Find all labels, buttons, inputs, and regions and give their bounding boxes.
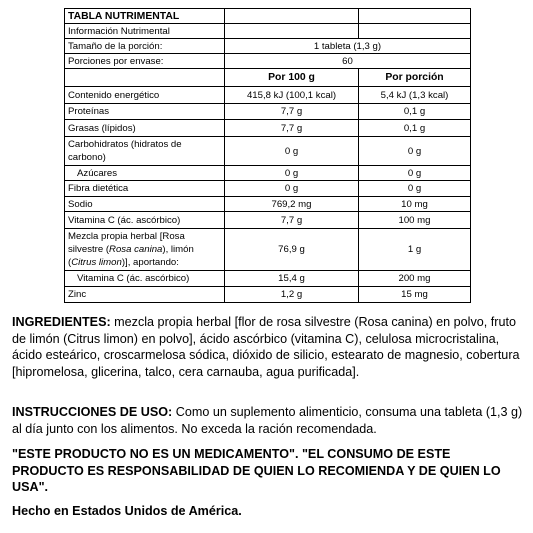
instructions-text: Como un suplemento alimenticio, consuma una tableta (1,3 g) al día junto con los alimentos. No exceda la ración recomendada. bbox=[12, 405, 523, 436]
serving-size-label: Tamaño de la porción: bbox=[65, 39, 225, 54]
herbal-blend-label: Mezcla propia herbal [Rosa silvestre (Rosa canina), limón (Citrus limon)], aportando: bbox=[65, 229, 225, 271]
table-row: Grasas (lípidos) 7,7 g 0,1 g bbox=[65, 120, 471, 137]
warning-text: "ESTE PRODUCTO NO ES UN MEDICAMENTO". "EL CONSUMO DE ESTE PRODUCTO ES RESPONSABILIDAD DE QUIEN LO RECOMIENDA Y DE QUIEN LO USA". bbox=[12, 447, 501, 495]
instructions-paragraph bbox=[12, 404, 524, 437]
nutrition-table bbox=[64, 8, 471, 303]
instructions-label: INSTRUCCIONES DE USO: bbox=[12, 405, 173, 419]
serving-size-value: 1 tableta (1,3 g) bbox=[225, 39, 471, 54]
info-label: Información Nutrimental bbox=[65, 24, 225, 39]
origin-text: Hecho en Estados Unidos de América. bbox=[12, 504, 242, 518]
table-row: Sodio 769,2 mg 10 mg bbox=[65, 197, 471, 212]
table-row: Carbohidratos (hidratos de carbono) 0 g 0 g bbox=[65, 137, 471, 166]
table-row: Mezcla propia herbal [Rosa silvestre (Rosa canina), limón (Citrus limon)], aportando: 76,9 g 1 g bbox=[65, 229, 471, 271]
table-row: Proteínas 7,7 g 0,1 g bbox=[65, 104, 471, 120]
table-row: Vitamina C (ác. ascórbico) 7,7 g 100 mg bbox=[65, 212, 471, 229]
servings-per-container-value: 60 bbox=[225, 54, 471, 69]
ingredients-label: INGREDIENTES: bbox=[12, 315, 111, 329]
table-row: Azúcares 0 g 0 g bbox=[65, 166, 471, 181]
column-header-100g: Por 100 g bbox=[225, 69, 359, 87]
servings-per-container-label: Porciones por envase: bbox=[65, 54, 225, 69]
ingredients-paragraph bbox=[12, 314, 524, 380]
table-row: Contenido energético 415,8 kJ (100,1 kcal) 5,4 kJ (1,3 kcal) bbox=[65, 87, 471, 104]
table-row: Vitamina C (ác. ascórbico) 15,4 g 200 mg bbox=[65, 271, 471, 287]
table-row: Zinc 1,2 g 15 mg bbox=[65, 287, 471, 303]
column-header-portion: Por porción bbox=[359, 69, 471, 87]
table-title: TABLA NUTRIMENTAL bbox=[65, 9, 225, 24]
table-row: Fibra dietética 0 g 0 g bbox=[65, 181, 471, 197]
ingredients-text: mezcla propia herbal [flor de rosa silvestre (Rosa canina) en polvo, fruto de limón (Citrus limon) en polvo], ácido ascórbico (vitamina C), celulosa microcristalina, ácido esteárico, croscarmelosa sódica, dióxido de silicio, estearato de magnesio, cobertura [hipromelosa, glicerina, talco, cera carnauba, agua purificada]. bbox=[12, 315, 520, 379]
